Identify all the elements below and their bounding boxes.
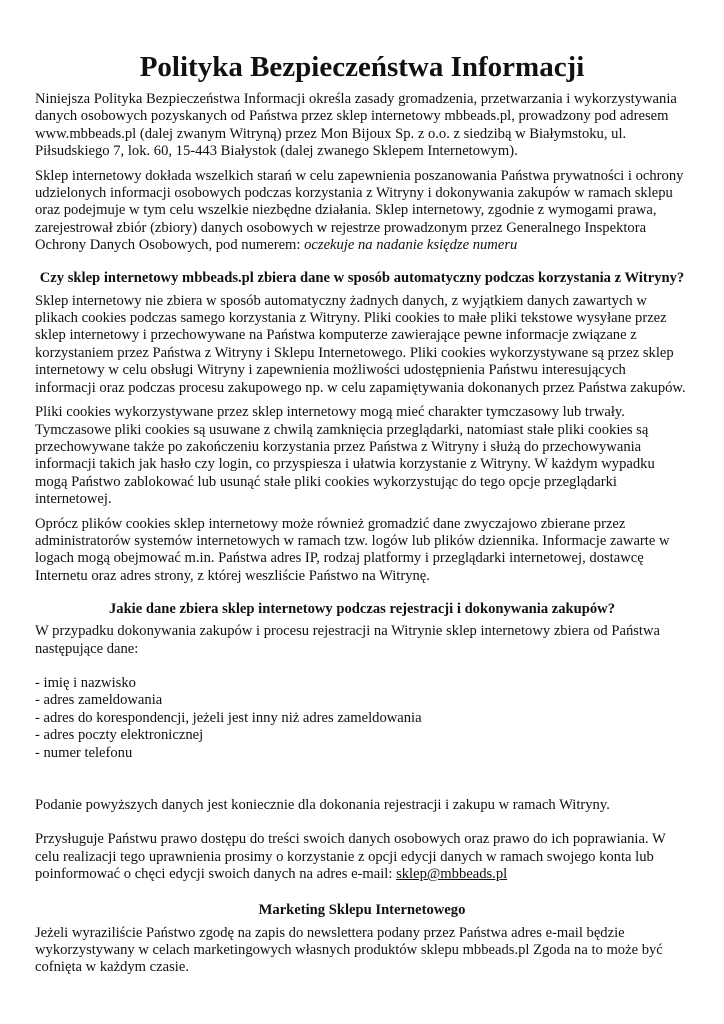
intro-paragraph-2 [35, 168, 689, 255]
list-item: - numer telefonu [35, 744, 133, 761]
cookies-paragraph-1: Sklep internetowy nie zbiera w sposób automatyczny żadnych danych, z wyjątkiem danych zawartych w plikach cookies podczas samego korzystania z Witryny. Pliki cookies to małe pliki tekstowe wysyłane przez sklep internetowy i przechowywane na Państwa komputerze zawierające pewne informacje związane z korzystaniem przez Państwa z Witryny i Sklepu Internetowego. Pliki cookies wykorzystywane są przez sklep internetowy w celu obsługi Witryny i zapewnienia możliwości udostępnienia Państwu interesujących informacji oraz podczas procesu zakupowego np. w celu zapamiętywania dokonanych przez Państwa zakupów. [35, 292, 686, 396]
cookies-paragraph-3: Oprócz plików cookies sklep internetowy może również gromadzić dane zwyczajowo zbierane przez administratorów systemów internetowych w ramach tzw. logów lub plików dziennika. Informacje zawarte w logach mogą obejmować m.in. Państwa adres IP, rodzaj platformy i przeglądarki internetowej, dostawcę Internetu oraz adres strony, z której weszliście Państwo na Witrynę. [35, 515, 670, 584]
data-collection-paragraph-3 [35, 831, 689, 883]
list-item: - adres poczty elektronicznej [35, 727, 204, 744]
data-collection-heading: Jakie dane zbiera sklep internetowy podczas rejestracji i dokonywania zakupów? [108, 601, 616, 618]
collected-data-list [35, 675, 689, 762]
email-link[interactable]: sklep@mbbeads.pl [396, 866, 508, 883]
list-item: - adres do korespondencji, jeżeli jest inny niż adres zameldowania [35, 709, 422, 726]
marketing-heading: Marketing Sklepu Internetowego [258, 901, 466, 918]
marketing-paragraph-1: Jeżeli wyraziliście Państwo zgodę na zapis do newslettera podany przez Państwa adres e-mail będzie wykorzystywany w celach marketingowych własnych produktów sklepu mbbeads.pl Zgoda na to może być cofnięta w każdym czasie. [35, 924, 663, 976]
data-collection-paragraph-2: Podanie powyższych danych jest koniecznie dla dokonania rejestracji i zakupu w ramach Witryny. [35, 797, 610, 813]
intro-paragraph-2-text: Sklep internetowy dokłada wszelkich starań w celu zapewnienia poszanowania Państwa prywatności i ochrony udzielonych informacji osobowych podczas korzystania z Witryny i dokonywania zakupów w ramach sklepu oraz podejmuje w tym celu wszelkie niezbędne działania. Sklep internetowy, zgodnie z wymogami prawa, zarejestrował zbiór (zbiory) danych osobowych w rejestrze prowadzonym przez Generalnego Inspektora Ochrony Danych Osobowych, pod numerem: [35, 167, 684, 254]
cookies-paragraph-2: Pliki cookies wykorzystywane przez sklep internetowy mogą mieć charakter tymczasowy lub trwały. Tymczasowe pliki cookies są usuwane z chwilą zamknięcia przeglądarki, natomiast stałe pliki cookies są przechowywane także po zakończeniu korzystania przez Państwa z Witryny i służą do przechowywania informacji takich jak hasło czy login, co przyspiesza i ułatwia korzystanie z Witryny. W każdym wypadku mogą Państwo zablokować lub usunąć stałe pliki cookies wykorzystując do tego opcje przeglądarki internetowej. [35, 404, 655, 508]
list-item: - adres zameldowania [35, 692, 163, 709]
data-collection-paragraph-1: W przypadku dokonywania zakupów i procesu rejestracji na Witrynie sklep internetowy zbiera od Państwa następujące dane: [35, 623, 660, 657]
cookies-heading: Czy sklep internetowy mbbeads.pl zbiera dane w sposób automatyczny podczas korzystania z Witryny? [39, 269, 685, 286]
list-item: - imię i nazwisko [35, 674, 136, 691]
page-title: Polityka Bezpieczeństwa Informacji [139, 51, 585, 83]
data-collection-paragraph-3-text: Przysługuje Państwu prawo dostępu do treści swoich danych osobowych oraz prawo do ich poprawiania. W celu realizacji tego uprawnienia prosimy o korzystanie z opcji edycji danych w ramach swojego konta lub poinformować o chęci edycji swoich danych na adres e-mail: [35, 831, 666, 883]
intro-paragraph-1: Niniejsza Polityka Bezpieczeństwa Informacji określa zasady gromadzenia, przetwarzania i wykorzystywania danych osobowych pozyskanych od Państwa przez sklep internetowy mbbeads.pl, prowadzony pod adresem www.mbbeads.pl (dalej zwanym Witryną) przez Mon Bijoux Sp. z o.o. z siedzibą w Białymstoku, ul. Piłsudskiego 7, lok. 60, 15-443 Białystok (dalej zwanego Sklepem Internetowym). [35, 91, 677, 160]
registration-number-note: oczekuje na nadanie księdze numeru [304, 237, 518, 254]
